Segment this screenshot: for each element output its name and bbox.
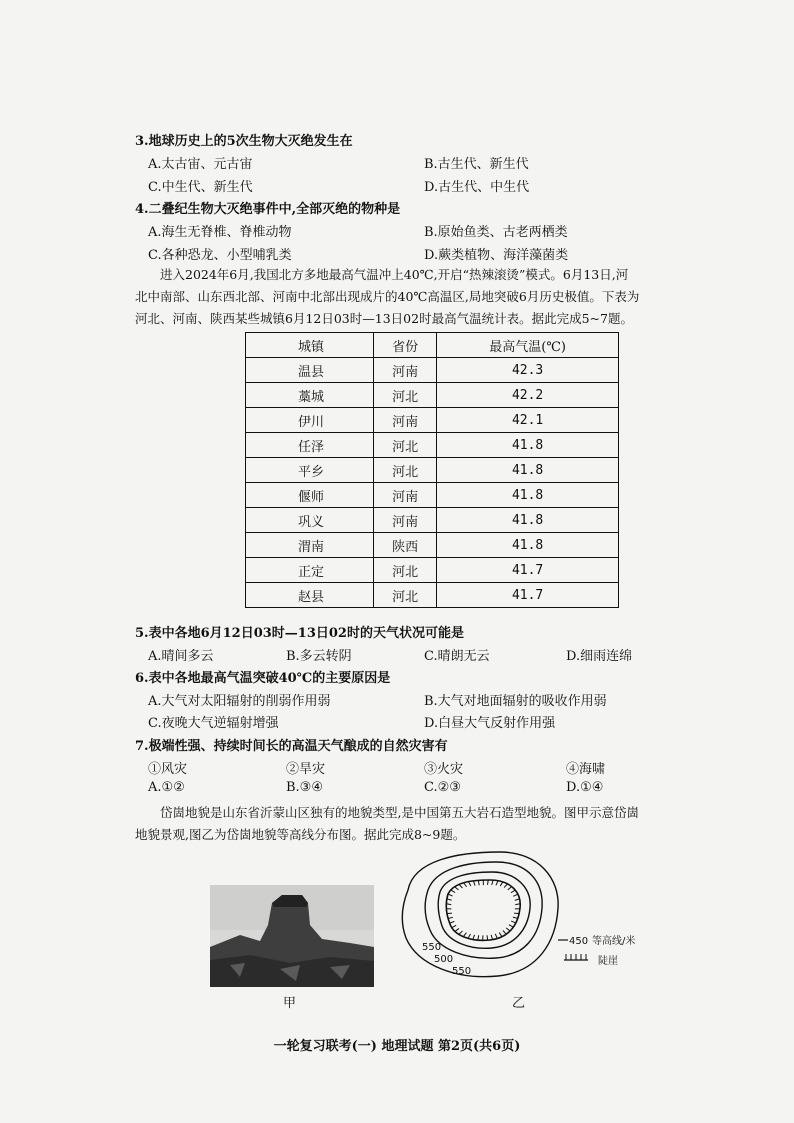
cliff-tick bbox=[515, 899, 520, 900]
table-row bbox=[246, 508, 619, 533]
q3-option-b: B.古生代、新生代 bbox=[424, 157, 529, 172]
cell-town: 伊川 bbox=[246, 408, 374, 433]
cell-temp: 41.8 bbox=[437, 533, 619, 558]
q4-option-d: D.蕨类植物、海洋藻菌类 bbox=[424, 248, 569, 263]
header-max-temp: 最高气温(℃) bbox=[437, 333, 619, 358]
cell-temp: 42.2 bbox=[437, 383, 619, 408]
cell-province: 河南 bbox=[374, 358, 437, 383]
q5-option-c: C.晴朗无云 bbox=[424, 649, 490, 664]
q7-option-b: B.③④ bbox=[286, 780, 323, 795]
legend-cliff-text: 陡崖 bbox=[598, 956, 618, 967]
header-town: 城镇 bbox=[246, 333, 374, 358]
passage2-line1: 岱崮地貌是山东省沂蒙山区独有的地貌类型,是中国第五大岩石造型地貌。图甲示意岱崮 bbox=[160, 805, 639, 820]
cell-temp: 41.7 bbox=[437, 583, 619, 608]
cell-province: 河北 bbox=[374, 433, 437, 458]
cell-temp: 42.3 bbox=[437, 358, 619, 383]
q3-option-c: C.中生代、新生代 bbox=[148, 180, 253, 195]
cell-town: 温县 bbox=[246, 358, 374, 383]
q3-option-d: D.古生代、中生代 bbox=[424, 180, 530, 195]
q6-option-d: D.白昼大气反射作用强 bbox=[424, 716, 556, 731]
q5-stem: 5.表中各地6月12日03时—13日02时的天气状况可能是 bbox=[135, 626, 464, 641]
cell-temp: 41.8 bbox=[437, 458, 619, 483]
cell-province: 河南 bbox=[374, 483, 437, 508]
cell-town: 渭南 bbox=[246, 533, 374, 558]
cell-province: 河北 bbox=[374, 383, 437, 408]
q5-option-d: D.细雨连绵 bbox=[566, 649, 633, 664]
cell-province: 陕西 bbox=[374, 533, 437, 558]
q4-option-c: C.各种恐龙、小型哺乳类 bbox=[148, 248, 292, 263]
passage1-line3: 河北、河南、陕西某些城镇6月12日03时—13日02时最高气温统计表。据此完成5~7题。 bbox=[135, 311, 633, 326]
page-footer: 一轮复习联考(一) 地理试题 第2页(共6页) bbox=[273, 1039, 521, 1054]
q6-option-c: C.夜晚大气逆辐射增强 bbox=[148, 716, 279, 731]
passage2-line2: 地貌景观,图乙为岱崮地貌等高线分布图。据此完成8~9题。 bbox=[135, 827, 466, 842]
contour-map bbox=[388, 850, 658, 990]
table-row bbox=[246, 433, 619, 458]
table-row bbox=[246, 458, 619, 483]
table-row bbox=[246, 583, 619, 608]
cell-temp: 41.8 bbox=[437, 483, 619, 508]
q7-option-a: A.①② bbox=[148, 780, 185, 795]
q7-item-2: ②旱灾 bbox=[286, 762, 326, 777]
contour-label-550-outer: 550 bbox=[452, 966, 472, 977]
contour-label-550-inner: 550 bbox=[422, 942, 442, 953]
cliff-tick bbox=[513, 894, 518, 896]
table-row bbox=[246, 408, 619, 433]
q3-stem: 3.地球历史上的5次生物大灭绝发生在 bbox=[135, 134, 353, 149]
temperature-table bbox=[245, 332, 619, 608]
legend-contour-text: 等高线/米 bbox=[592, 936, 636, 947]
q7-option-c: C.②③ bbox=[424, 780, 461, 795]
passage1-line1: 进入2024年6月,我国北方多地最高气温冲上40℃,开启“热辣滚烫”模式。6月13日,河 bbox=[160, 267, 629, 282]
cell-town: 正定 bbox=[246, 558, 374, 583]
q6-option-a: A.大气对太阳辐射的削弱作用弱 bbox=[148, 694, 331, 709]
cell-province: 河北 bbox=[374, 458, 437, 483]
landform-photo bbox=[210, 885, 374, 987]
cell-province: 河南 bbox=[374, 508, 437, 533]
cell-town: 藁城 bbox=[246, 383, 374, 408]
passage1-line2: 北中南部、山东西北部、河南中北部出现成片的40℃高温区,局地突破6月历史极值。下表为 bbox=[135, 289, 640, 304]
figure-label-jia: 甲 bbox=[283, 996, 297, 1011]
q7-option-d: D.①④ bbox=[566, 780, 604, 795]
q4-option-a: A.海生无脊椎、脊椎动物 bbox=[148, 225, 292, 240]
cell-province: 河南 bbox=[374, 408, 437, 433]
q7-stem: 7.极端性强、持续时间长的高温天气酿成的自然灾害有 bbox=[135, 739, 448, 754]
q4-option-b: B.原始鱼类、古老两栖类 bbox=[424, 225, 568, 240]
cell-temp: 41.7 bbox=[437, 558, 619, 583]
cliff-tick bbox=[503, 930, 506, 934]
q6-stem: 6.表中各地最高气温突破40℃的主要原因是 bbox=[135, 671, 391, 686]
cell-temp: 42.1 bbox=[437, 408, 619, 433]
cell-province: 河北 bbox=[374, 583, 437, 608]
q6-option-b: B.大气对地面辐射的吸收作用弱 bbox=[424, 694, 607, 709]
table-row bbox=[246, 383, 619, 408]
cliff-tick bbox=[513, 917, 518, 918]
figure-label-yi: 乙 bbox=[512, 996, 526, 1011]
table-row bbox=[246, 558, 619, 583]
q5-option-a: A.晴间多云 bbox=[148, 649, 214, 664]
table-row bbox=[246, 358, 619, 383]
cell-town: 平乡 bbox=[246, 458, 374, 483]
q7-item-4: ④海啸 bbox=[566, 762, 606, 777]
cell-province: 河北 bbox=[374, 558, 437, 583]
q7-item-1: ①风灾 bbox=[148, 762, 188, 777]
contour-label-500: 500 bbox=[434, 954, 454, 965]
cliff-tick bbox=[499, 933, 502, 937]
table-row bbox=[246, 533, 619, 558]
q4-stem: 4.二叠纪生物大灭绝事件中,全部灭绝的物种是 bbox=[135, 202, 401, 217]
table-row bbox=[246, 483, 619, 508]
q7-item-3: ③火灾 bbox=[424, 762, 464, 777]
table-header-row bbox=[246, 333, 619, 358]
cell-town: 赵县 bbox=[246, 583, 374, 608]
cell-town: 任泽 bbox=[246, 433, 374, 458]
cliff-tick bbox=[506, 928, 510, 931]
q5-option-b: B.多云转阴 bbox=[286, 649, 352, 664]
cell-town: 巩义 bbox=[246, 508, 374, 533]
cell-town: 偃师 bbox=[246, 483, 374, 508]
cliff-tick bbox=[509, 925, 513, 928]
q3-option-a: A.太古宙、元古宙 bbox=[148, 157, 253, 172]
cell-temp: 41.8 bbox=[437, 433, 619, 458]
cell-temp: 41.8 bbox=[437, 508, 619, 533]
header-province: 省份 bbox=[374, 333, 437, 358]
legend-contour-value: 450 bbox=[569, 936, 589, 947]
cliff-tick bbox=[511, 921, 516, 923]
map-legend bbox=[558, 934, 635, 967]
